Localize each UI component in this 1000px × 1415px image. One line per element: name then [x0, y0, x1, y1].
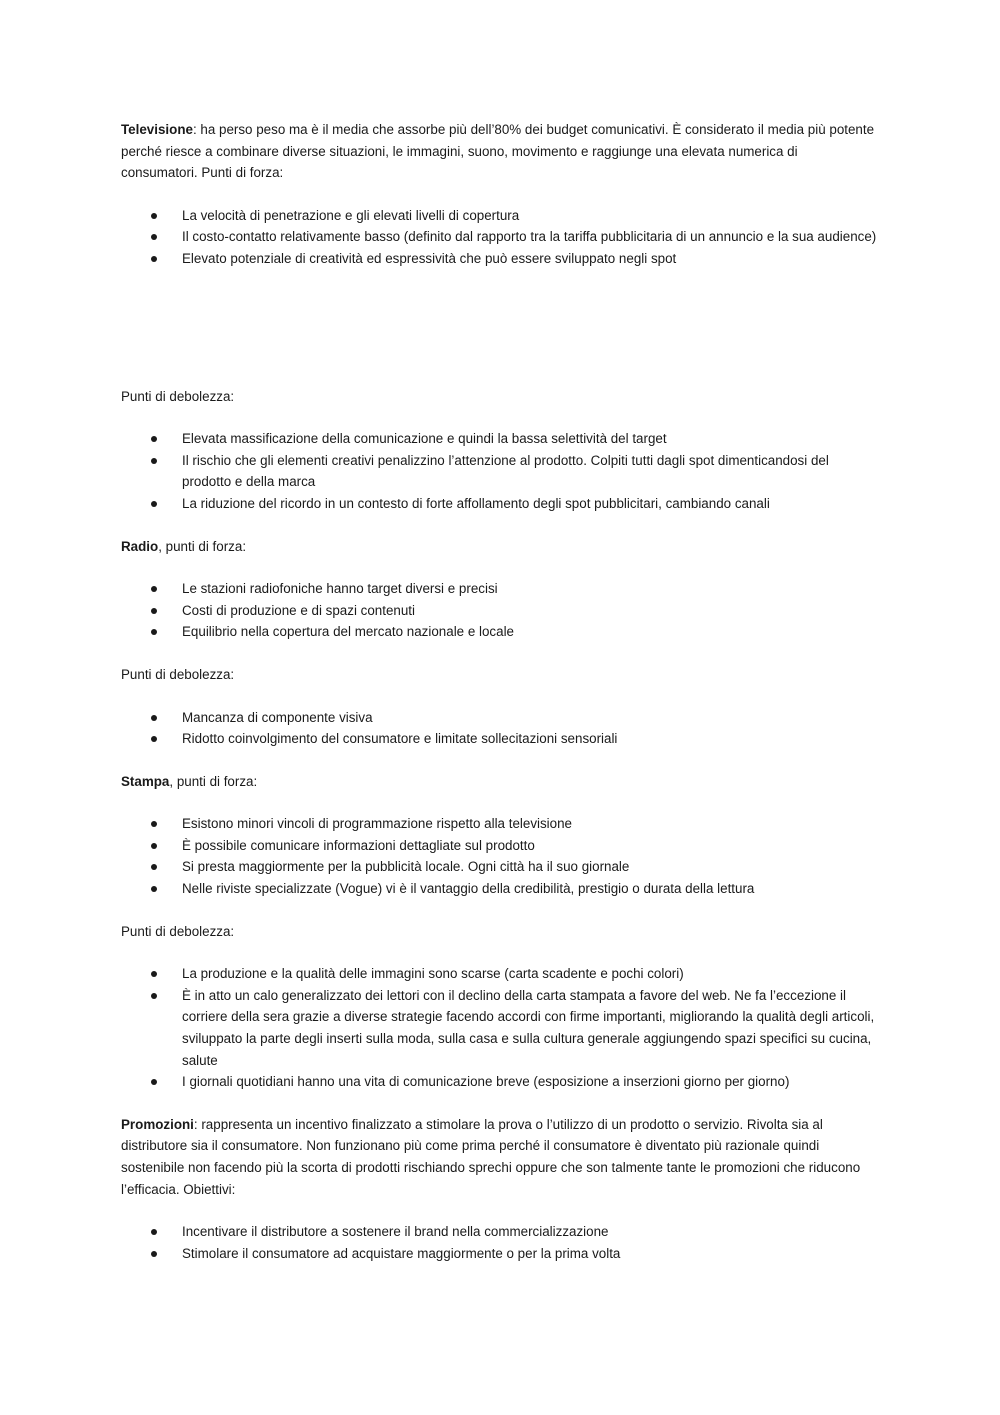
- tv-intro-text: : ha perso peso ma è il media che assorbe più dell’80% dei budget comunicativi. È considerato il media più potente perché riesce a combinare diverse situazioni, le immagini, suono, movimento e raggiunge una elevata numerica di consumatori. Punti di forza:: [121, 122, 875, 181]
- list-item: Ridotto coinvolgimento del consumatore e limitate sollecitazioni sensoriali: [121, 728, 877, 750]
- tv-weak-label: Punti di debolezza:: [121, 388, 235, 404]
- radio-heading: Radio: [121, 538, 159, 554]
- list-item: Le stazioni radiofoniche hanno target diversi e precisi: [121, 578, 877, 600]
- list-item: I giornali quotidiani hanno una vita di comunicazione breve (esposizione a inserzioni giorno per giorno): [121, 1071, 877, 1093]
- radio-strengths-list: [121, 578, 877, 643]
- stampa-weak-label: Punti di debolezza:: [121, 923, 235, 939]
- stampa-intro-text: , punti di forza:: [169, 773, 258, 789]
- promo-intro-text: : rappresenta un incentivo finalizzato a stimolare la prova o l’utilizzo di un prodotto o servizio. Rivolta sia al distributore sia il consumatore. Non funzionano più come prima perché il consumatore è diventato più razionale quindi sostenibile non facendo più la scorta di prodotti rischiando sprechi oppure che son talmente tante le promozioni che riducono l’efficacia. Obiettivi:: [121, 1116, 861, 1197]
- stampa-intro: [121, 771, 877, 793]
- radio-weaknesses-list: [121, 707, 877, 750]
- list-item: Elevato potenziale di creatività ed espressività che può essere sviluppato negli spot: [121, 248, 877, 270]
- spacer: [121, 291, 877, 386]
- list-item: Stimolare il consumatore ad acquistare maggiormente o per la prima volta: [121, 1243, 877, 1265]
- list-item: Mancanza di componente visiva: [121, 707, 877, 729]
- tv-heading: Televisione: [121, 122, 193, 137]
- tv-intro: [121, 119, 877, 184]
- stampa-heading: Stampa: [121, 773, 170, 789]
- list-item: È in atto un calo generalizzato dei lettori con il declino della carta stampata a favore del web. Ne fa l’eccezione il corriere della sera grazie a diverse strategie facendo accordi con firme importanti, migliorando la qualità degli articoli, sviluppato la parte degli inserti sulla moda, sulla casa e sulla cultura generale aggiungendo spazi specifici su cucina, salute: [121, 985, 877, 1071]
- list-item: Costi di produzione e di spazi contenuti: [121, 600, 877, 622]
- stampa-weaknesses-list: [121, 963, 877, 1093]
- list-item: La velocità di penetrazione e gli elevati livelli di copertura: [121, 205, 877, 227]
- radio-intro: [121, 536, 877, 558]
- list-item: Il costo-contatto relativamente basso (definito dal rapporto tra la tariffa pubblicitaria di un annuncio e la sua audience): [121, 226, 877, 248]
- list-item: È possibile comunicare informazioni dettagliate sul prodotto: [121, 835, 877, 857]
- radio-weak-label: Punti di debolezza:: [121, 666, 235, 682]
- list-item: Nelle riviste specializzate (Vogue) vi è il vantaggio della credibilità, prestigio o durata della lettura: [121, 878, 877, 900]
- tv-strengths-list: [121, 205, 877, 270]
- stampa-strengths-list: [121, 813, 877, 899]
- list-item: Il rischio che gli elementi creativi penalizzino l’attenzione al prodotto. Colpiti tutti dagli spot dimenticandosi del prodotto e della marca: [121, 450, 877, 493]
- list-item: La riduzione del ricordo in un contesto di forte affollamento degli spot pubblicitari, cambiando canali: [121, 493, 877, 515]
- list-item: Elevata massificazione della comunicazione e quindi la bassa selettività del target: [121, 428, 877, 450]
- list-item: Incentivare il distributore a sostenere il brand nella commercializzazione: [121, 1221, 877, 1243]
- list-item: La produzione e la qualità delle immagini sono scarse (carta scadente e pochi colori): [121, 963, 877, 985]
- list-item: Equilibrio nella copertura del mercato nazionale e locale: [121, 621, 877, 643]
- document-page: [121, 119, 877, 1285]
- radio-intro-text: , punti di forza:: [158, 538, 247, 554]
- list-item: Esistono minori vincoli di programmazione rispetto alla televisione: [121, 813, 877, 835]
- list-item: Si presta maggiormente per la pubblicità locale. Ogni città ha il suo giornale: [121, 856, 877, 878]
- promo-objectives-list: [121, 1221, 877, 1264]
- promo-intro: [121, 1114, 877, 1200]
- tv-weaknesses-list: [121, 428, 877, 514]
- promo-heading: Promozioni: [121, 1116, 194, 1132]
